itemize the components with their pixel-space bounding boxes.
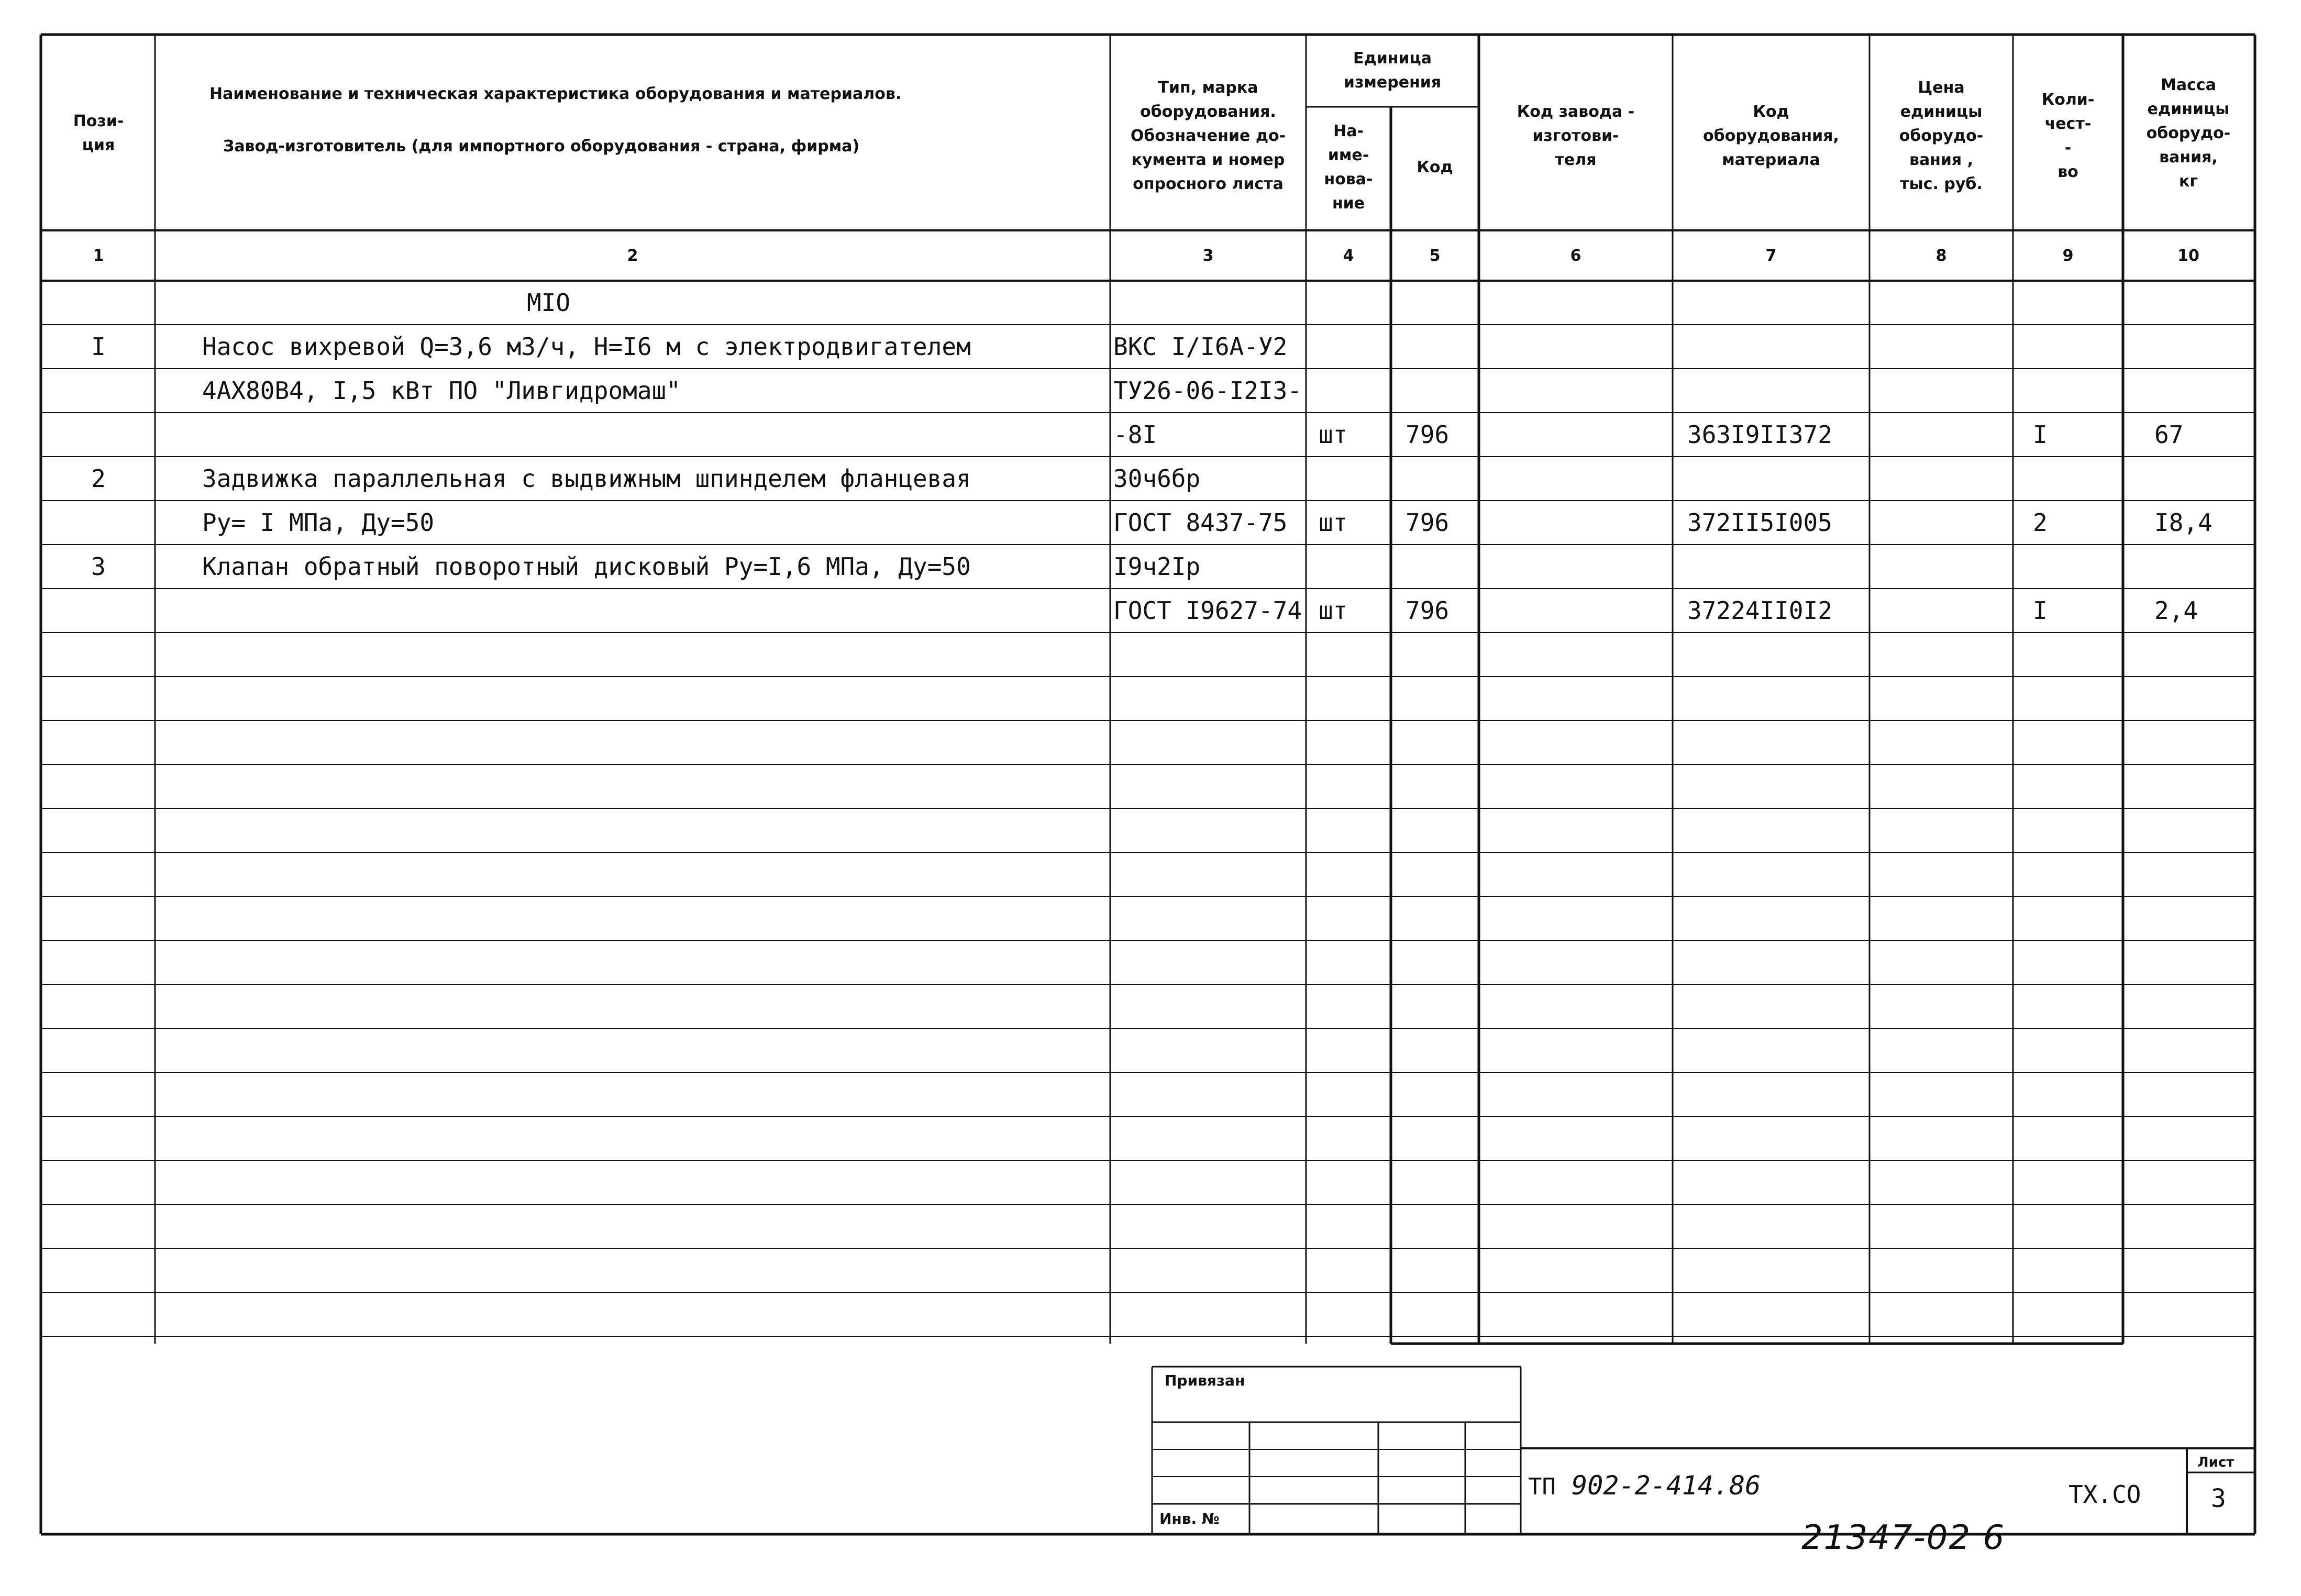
doc-number: 902-2-414.86 <box>1572 1470 1761 1501</box>
colnum-3: 3 <box>1202 246 1214 265</box>
header-mass: Масса единицы оборудо- вания, кг <box>2146 76 2231 191</box>
cell-type: 30ч6бр <box>1113 464 1201 493</box>
stamp-section: ТХ.СО <box>2068 1480 2141 1509</box>
header-plant-code: Код завода - изготови- теля <box>1517 103 1635 169</box>
cell-name: Ру= I МПа, Ду=50 <box>202 508 435 537</box>
stamp-inventory-label: Инв. № <box>1159 1510 1220 1527</box>
cell-unit: шт <box>1319 596 1348 625</box>
cell-qty: 2 <box>2033 508 2048 537</box>
header-price: Цена единицы оборудо- вания , тыс. руб. <box>1899 79 1984 193</box>
cell-mass: 2,4 <box>2154 596 2198 625</box>
colnum-6: 6 <box>1570 246 1581 265</box>
archive-number: 21347-02 6 <box>1801 1519 2006 1557</box>
table-row <box>0 369 2301 413</box>
cell-pos: 2 <box>91 464 106 493</box>
cell-mass: 67 <box>2154 420 2184 449</box>
colnum-10: 10 <box>2177 246 2199 265</box>
cell-type: ТУ26-06-I2I3- <box>1113 376 1302 405</box>
cell-type: ГОСТ I9627-74 <box>1113 596 1302 625</box>
cell-pos: I <box>91 332 106 361</box>
cell-type: I9ч2Iр <box>1113 552 1201 581</box>
stamp-sheet-label: Лист <box>2197 1455 2234 1470</box>
doc-prefix: ТП <box>1528 1473 1556 1500</box>
table-row <box>0 457 2301 501</box>
colnum-4: 4 <box>1343 246 1354 265</box>
header-name-line1: Наименование и техническая характеристика оборудования и материалов. <box>209 85 902 103</box>
header-unit-group: Единица измерения <box>1343 49 1442 92</box>
cell-pos: 3 <box>91 552 106 581</box>
cell-type: ГОСТ 8437-75 <box>1113 508 1288 537</box>
cell-code: 796 <box>1406 596 1450 625</box>
cell-type: -8I <box>1113 420 1157 449</box>
table-row <box>0 589 2301 633</box>
cell-unit: шт <box>1319 508 1348 537</box>
header-type: Тип, марка оборудования. Обозначение до- кумента и номер опросного листа <box>1130 79 1286 193</box>
cell-type: ВКС I/I6А-У2 <box>1113 332 1288 361</box>
table-row <box>0 545 2301 589</box>
cell-name: Задвижка параллельная с выдвижным шпинделем фланцевая <box>202 464 971 493</box>
header-unit-code: Код <box>1417 158 1453 176</box>
cell-mass: I8,4 <box>2154 508 2212 537</box>
header-equipment-code: Код оборудования, материала <box>1703 103 1839 169</box>
colnum-2: 2 <box>627 246 638 265</box>
stamp-bound-label: Привязан <box>1165 1372 1245 1389</box>
colnum-8: 8 <box>1935 246 1947 265</box>
header-position: Пози- ция <box>73 112 124 154</box>
cell-name: МIО <box>527 289 571 317</box>
header-unit-name: На- име- нова- ние <box>1324 122 1373 213</box>
stamp-sheet-number: 3 <box>2211 1484 2226 1513</box>
table-row <box>0 281 2301 325</box>
table-row <box>0 413 2301 457</box>
cell-eq-code: 37224II0I2 <box>1687 596 1832 625</box>
table-row <box>0 501 2301 545</box>
cell-name: Клапан обратный поворотный дисковый Ру=I,6 МПа, Ду=50 <box>202 552 971 581</box>
cell-code: 796 <box>1406 420 1450 449</box>
header-name-line2: Завод-изготовитель (для импортного оборудования - страна, фирма) <box>223 137 860 156</box>
cell-unit: шт <box>1319 420 1348 449</box>
cell-qty: I <box>2033 596 2048 625</box>
colnum-5: 5 <box>1429 246 1441 265</box>
cell-eq-code: 363I9II372 <box>1687 420 1832 449</box>
cell-code: 796 <box>1406 508 1450 537</box>
colnum-7: 7 <box>1765 246 1777 265</box>
header-quantity: Коли- чест- - во <box>2041 91 2095 181</box>
colnum-9: 9 <box>2062 246 2074 265</box>
cell-eq-code: 372II5I005 <box>1687 508 1832 537</box>
colnum-1: 1 <box>93 246 104 265</box>
cell-name: Насос вихревой Q=3,6 м3/ч, Н=I6 м с электродвигателем <box>202 332 971 361</box>
stamp-document-number <box>1528 1470 1761 1501</box>
cell-qty: I <box>2033 420 2048 449</box>
cell-name: 4АХ80В4, I,5 кВт ПО "Ливгидромаш" <box>202 376 681 405</box>
table-row <box>0 325 2301 369</box>
